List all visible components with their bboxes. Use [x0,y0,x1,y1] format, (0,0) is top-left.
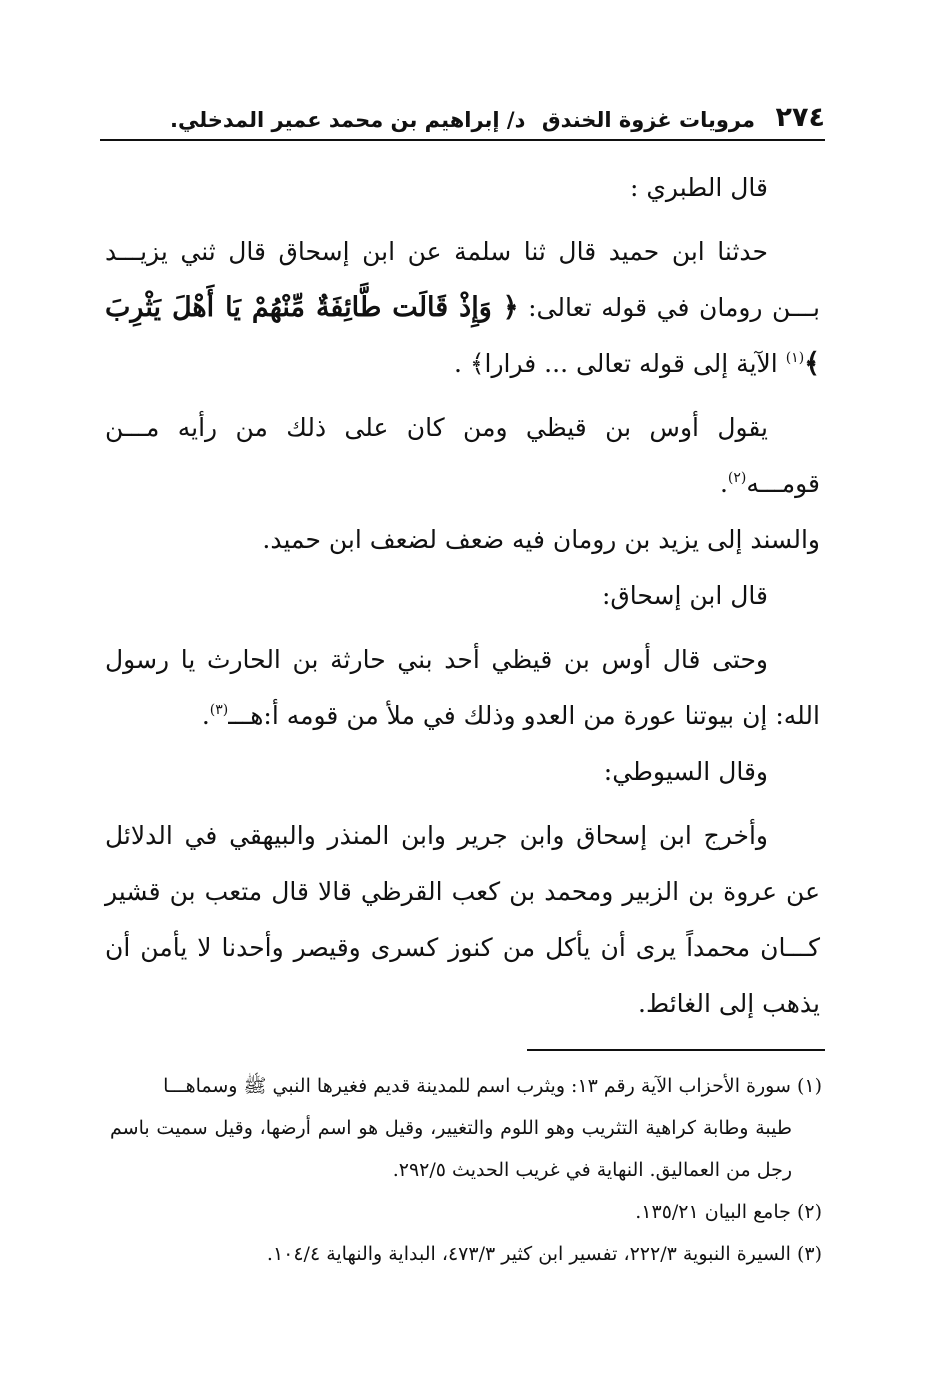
footnotes [110,1065,822,1275]
paragraph-text: الآية إلى قوله تعالى ... فرارا﴾ . [453,349,786,378]
paragraph-text: وحتى قال أوس بن قيظي أحد بني حارثة بن الحارث يا رسول الله: إن بيوتنا عورة من العدو وذلك في ملأ من قومه أ:هـــ [105,645,820,730]
footnote-separator [527,1049,825,1051]
header-rule [100,139,825,141]
paragraph-text: . [719,469,728,498]
author-name: د/ إبراهيم بن محمد عمير المدخلي. [170,108,526,132]
section-heading-tabari: قال الطبري : [629,173,768,202]
footnote-continuation: طيبة وطابة كراهية التثريب وهو اللوم والتغيير، وقيل هو اسم أرضها، وقيل سميت باسم رجل من العماليق. النهاية في غريب الحديث ٢٩٢/٥. [110,1117,792,1181]
paragraph-suyuti: وأخرج ابن إسحاق وابن جرير وابن المنذر والبيهقي في الدلائل عن عروة بن الزبير ومحمد بن كعب القرظي قالا قال متعب بن قشير كـــان محمداً يرى أن يأكل من كنوز كسرى وقيصر وأحدنا لا يأمن أن يذهب إلى الغائط. [105,821,820,1018]
section-heading-suyuti: وقال السيوطي: [603,757,768,786]
footnote-3: (٣) السيرة النبوية ٢٢٢/٣، تفسير ابن كثير ٤٧٣/٣، البداية والنهاية ١٠٤/٤. [266,1243,822,1265]
footnote-ref-3: (٣) [209,702,229,718]
paragraph-text: . [201,701,210,730]
footnote-2: (٢) جامع البيان ١٣٥/٢١. [635,1201,822,1223]
book-title: مرويات غزوة الخندق [541,108,755,132]
footnote-text: سورة الأحزاب الآية رقم ١٣: ويثرب اسم للمدينة قديم فغيرها النبي ﷺ وسماهـــا [163,1075,797,1097]
quran-verse: ﴿ وَإِذْ قَالَت طَّائِفَةٌ مِّنْهُمْ يَا أَهْلَ يَثْرِبَ ﴾ [105,292,820,379]
paragraph-sanad: والسند إلى يزيد بن رومان فيه ضعف لضعف ابن حميد. [262,525,820,554]
footnote-1 [110,1065,822,1191]
footnote-number: (١) [796,1075,822,1097]
paragraph-text: يقول أوس بن قيظي ومن كان على ذلك من رأيه مـــن قومـــه [105,413,820,498]
footnote-ref-2: (٢) [727,470,747,486]
paragraph-isnad-tabari [105,224,820,392]
page-number: ٢٧٤ [775,102,825,133]
paragraph-ibn-ishaq [105,632,820,744]
section-heading-ibn-ishaq: قال ابن إسحاق: [601,581,768,610]
running-header [100,100,825,140]
paragraph-aws [105,400,820,512]
main-text [105,160,820,1032]
paragraph-text: حدثنا ابن حميد قال ثنا سلمة عن ابن إسحاق قال ثني يزيـــد بـــن رومان في قوله تعالى: [105,237,820,322]
footnote-ref-1: (١) [785,350,805,366]
